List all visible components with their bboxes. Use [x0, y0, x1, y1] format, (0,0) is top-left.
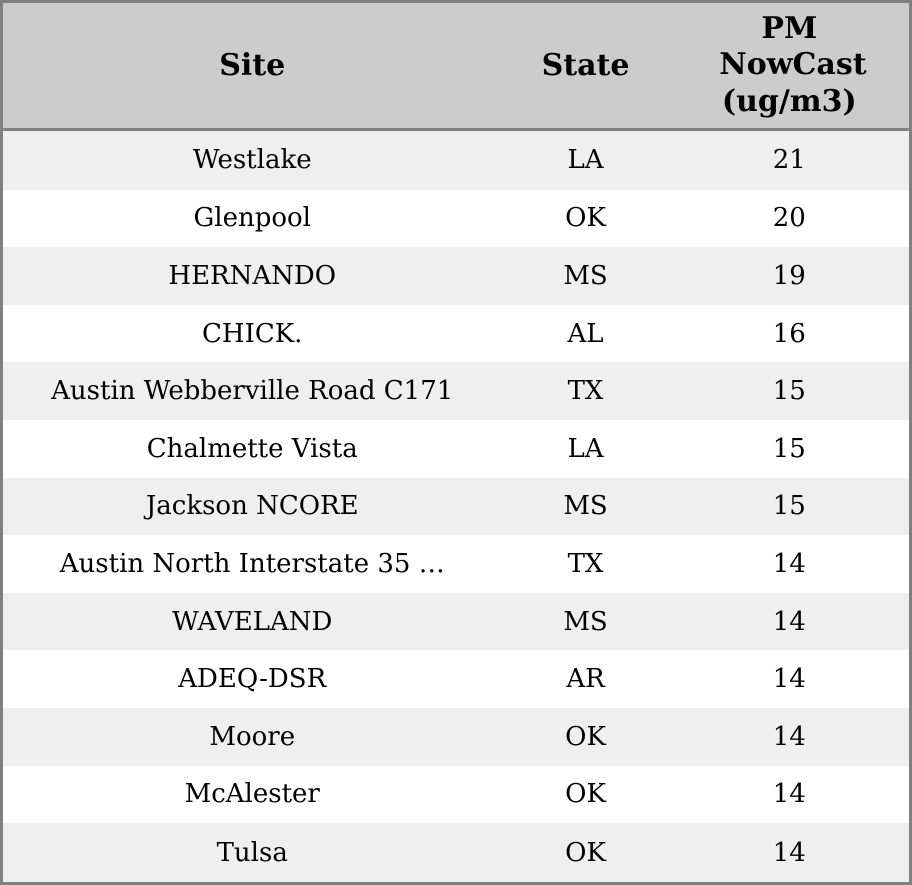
pm-nowcast-cell: 21	[772, 145, 806, 176]
site-cell: Westlake	[192, 145, 312, 176]
pm-nowcast-cell: 19	[772, 261, 806, 292]
state-cell: LA	[567, 433, 604, 464]
table-row	[2, 823, 911, 883]
table-row	[2, 766, 911, 824]
pm-nowcast-cell: 14	[772, 837, 806, 868]
pm-nowcast-cell: 14	[772, 664, 806, 695]
table-row	[2, 305, 911, 363]
site-cell: Chalmette Vista	[146, 433, 358, 464]
state-cell: OK	[565, 779, 606, 810]
site-cell: Moore	[209, 721, 296, 752]
pm-nowcast-cell: 20	[772, 203, 806, 234]
table-header	[2, 2, 911, 130]
table-row	[2, 535, 911, 593]
site-cell: Jackson NCORE	[145, 491, 359, 522]
pm-nowcast-cell: 14	[772, 779, 806, 810]
table-row	[2, 247, 911, 305]
header-row	[2, 2, 911, 130]
table-body	[2, 130, 911, 884]
table-row	[2, 190, 911, 248]
state-cell: OK	[565, 721, 606, 752]
pm-nowcast-cell: 14	[772, 606, 806, 637]
state-cell: MS	[563, 606, 608, 637]
pm-nowcast-cell: 15	[772, 491, 806, 522]
column-header-state	[501, 2, 669, 130]
table-row	[2, 650, 911, 708]
state-cell: OK	[565, 203, 606, 234]
table-row	[2, 130, 911, 190]
site-cell: ADEQ-DSR	[178, 664, 327, 695]
site-cell: CHICK.	[202, 318, 303, 349]
site-cell: Austin Webberville Road C171	[51, 376, 454, 407]
column-header-pm-nowcast	[670, 2, 911, 130]
table-row	[2, 362, 911, 420]
state-cell: AL	[567, 318, 604, 349]
state-cell: MS	[563, 491, 608, 522]
site-cell: Tulsa	[216, 837, 288, 868]
column-header-pm-nowcast-label: PM NowCast (ug/m3)	[719, 10, 867, 119]
pm-nowcast-cell: 14	[772, 549, 806, 579]
state-cell: OK	[565, 837, 606, 868]
column-header-site	[2, 2, 502, 130]
site-cell: Austin North Interstate 35 …	[59, 549, 445, 579]
pm-nowcast-cell: 14	[772, 721, 806, 752]
state-cell: TX	[567, 376, 604, 407]
state-cell: AR	[566, 664, 605, 695]
site-cell: McAlester	[184, 779, 320, 810]
site-cell: Glenpool	[193, 203, 311, 234]
table-row	[2, 593, 911, 651]
site-cell: WAVELAND	[172, 606, 333, 637]
state-cell: MS	[563, 261, 608, 292]
table-row	[2, 708, 911, 766]
state-cell: TX	[567, 549, 604, 579]
table-row	[2, 478, 911, 536]
pm-nowcast-cell: 15	[772, 376, 806, 407]
pm-nowcast-cell: 16	[772, 318, 806, 349]
pm-nowcast-cell: 15	[772, 433, 806, 464]
state-cell: LA	[567, 145, 604, 176]
column-header-site-label: Site	[219, 47, 286, 83]
site-cell: HERNANDO	[168, 261, 337, 292]
table-row	[2, 420, 911, 478]
column-header-state-label: State	[541, 47, 630, 83]
